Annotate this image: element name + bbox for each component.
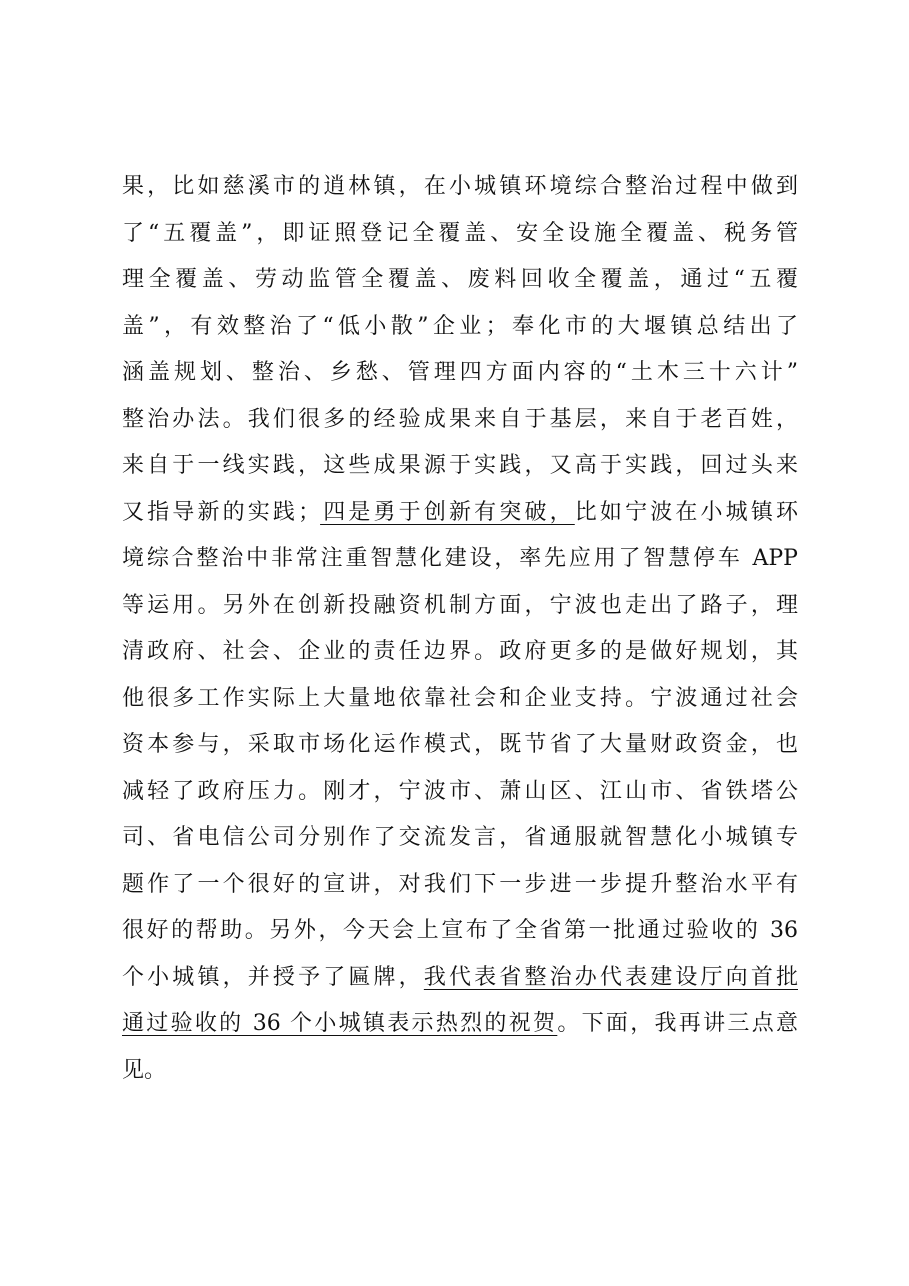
text-segment: 题作了一个很好的宣讲，对我们下一步进一步提升整治水平有 xyxy=(122,871,798,897)
text-line xyxy=(122,862,798,909)
body-paragraph xyxy=(122,164,798,1094)
underlined-text: 我代表省整治办代表建设厅向首批 xyxy=(423,964,798,990)
text-line xyxy=(122,164,798,211)
text-segment: 司、省电信公司分别作了交流发言，省通服就智慧化小城镇专 xyxy=(122,825,798,850)
text-segment: 又指导新的实践； xyxy=(122,499,321,525)
underlined-text: 通过验收的 36 个小城镇表示热烈的祝贺 xyxy=(122,1011,558,1036)
text-line xyxy=(122,676,798,723)
text-segment: 减轻了政府压力。刚才，宁波市、萧山区、江山市、省铁塔公 xyxy=(122,778,798,804)
text-line xyxy=(122,257,798,304)
underlined-text: 四是勇于创新有突破， xyxy=(320,499,575,525)
text-segment: 很好的帮助。另外，今天会上宣布了全省第一批通过验收的 36 xyxy=(122,918,798,943)
text-line xyxy=(122,629,798,676)
text-segment: 了“五覆盖”，即证照登记全覆盖、安全设施全覆盖、税务管 xyxy=(122,220,798,246)
text-line xyxy=(122,350,798,397)
text-segment: 涵盖规划、整治、乡愁、管理四方面内容的“土木三十六计” xyxy=(122,360,798,385)
text-segment: 资本参与，采取市场化运作模式，既节省了大量财政资金，也 xyxy=(122,732,798,757)
text-line xyxy=(122,1048,798,1095)
text-line xyxy=(122,583,798,630)
text-line xyxy=(122,304,798,351)
text-segment: 境综合整治中非常注重智慧化建设，率先应用了智慧停车 APP xyxy=(122,546,798,571)
text-segment: 个小城镇，并授予了匾牌， xyxy=(122,964,424,990)
text-line xyxy=(122,536,798,583)
text-segment: 等运用。另外在创新投融资机制方面，宁波也走出了路子，理 xyxy=(122,592,798,618)
text-segment: 来自于一线实践，这些成果源于实践，又高于实践，回过头来 xyxy=(122,453,798,478)
text-line xyxy=(122,722,798,769)
text-segment: 清政府、社会、企业的责任边界。政府更多的是做好规划，其 xyxy=(122,639,798,664)
text-line xyxy=(122,443,798,490)
text-segment: 。下面，我再讲三点意 xyxy=(557,1011,798,1036)
text-segment: 比如宁波在小城镇环 xyxy=(574,499,798,525)
text-segment: 见。 xyxy=(122,1057,167,1083)
text-line xyxy=(122,955,798,1002)
text-line xyxy=(122,397,798,444)
text-line xyxy=(122,490,798,537)
text-line xyxy=(122,211,798,258)
text-segment: 他很多工作实际上大量地依靠社会和企业支持。宁波通过社会 xyxy=(122,685,798,711)
text-segment: 盖”，有效整治了“低小散”企业；奉化市的大堰镇总结出了 xyxy=(122,313,798,339)
text-line xyxy=(122,769,798,816)
text-segment: 理全覆盖、劳动监管全覆盖、废料回收全覆盖，通过“五覆 xyxy=(122,267,798,292)
text-line xyxy=(122,908,798,955)
text-line xyxy=(122,815,798,862)
text-segment: 整治办法。我们很多的经验成果来自于基层，来自于老百姓， xyxy=(122,406,798,432)
text-line xyxy=(122,1001,798,1048)
text-segment: 果，比如慈溪市的逍林镇，在小城镇环境综合整治过程中做到 xyxy=(122,174,798,199)
